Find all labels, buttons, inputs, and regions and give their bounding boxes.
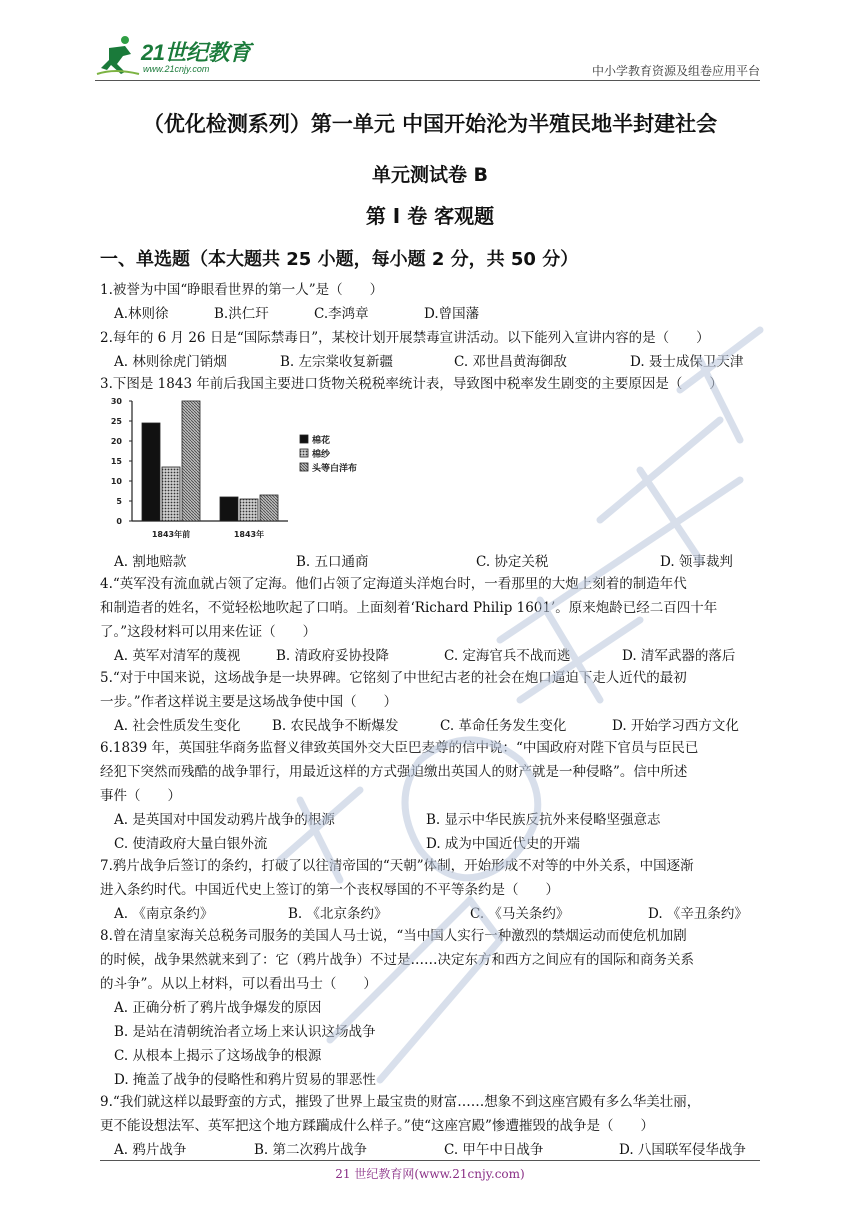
option-a[interactable]: A.林则徐 bbox=[114, 306, 169, 322]
question-8-option-a-row bbox=[114, 996, 764, 1020]
option-a[interactable]: A. 割地赔款 bbox=[114, 554, 187, 570]
option-c[interactable]: C. 邓世昌黄海御敌 bbox=[454, 354, 567, 370]
question-6-line-2: 经犯下突然而残酷的战争罪行，用最近这样的方式强迫缴出英国人的财产就是一种侵略”。信中所述 bbox=[100, 764, 688, 780]
question-3-options bbox=[114, 550, 764, 574]
chart-y-tick-label: 20 bbox=[110, 437, 122, 446]
question-9-line-2: 更不能设想法军、英军把这个地方蹂躏成什么样子。”使“这座宫殿”惨遭摧毁的战争是（ ） bbox=[100, 1118, 654, 1134]
option-a[interactable]: A. 英军对清军的蔑视 bbox=[114, 648, 241, 664]
option-c[interactable]: C. 使清政府大量白银外流 bbox=[114, 836, 268, 852]
option-b[interactable]: B.洪仁玕 bbox=[214, 306, 269, 322]
question-7-options bbox=[114, 902, 764, 926]
question-3-stem: 3.下图是 1843 年前后我国主要进口货物关税税率统计表，导致图中税率发生剧变的主要原因是（ ） bbox=[100, 376, 723, 392]
chart-bar bbox=[142, 423, 160, 521]
chart-bar bbox=[182, 401, 200, 521]
question-8-option-b-row bbox=[114, 1020, 764, 1044]
option-c[interactable]: C. 《马关条约》 bbox=[470, 906, 570, 922]
chart-y-tick-label: 25 bbox=[110, 417, 122, 426]
question-4-line-1: 4.“英军没有流血就占领了定海。他们占领了定海道头洋炮台时，一看那里的大炮上刻着的制造年代 bbox=[100, 576, 687, 592]
option-c[interactable]: C. 定海官兵不战而逃 bbox=[444, 648, 571, 664]
logo-text: 21世纪教育 bbox=[141, 40, 251, 65]
site-logo[interactable] bbox=[95, 34, 265, 78]
legend-swatch bbox=[300, 435, 308, 443]
chart-svg bbox=[104, 393, 399, 545]
page-footer[interactable]: 21 世纪教育网(www.21cnjy.com) bbox=[335, 1167, 525, 1181]
question-9-options bbox=[114, 1138, 764, 1162]
page-header bbox=[95, 34, 760, 82]
option-d[interactable]: D. 清军武器的落后 bbox=[622, 648, 736, 664]
option-b[interactable]: B. 五口通商 bbox=[296, 554, 369, 570]
option-d[interactable]: D. 聂士成保卫天津 bbox=[630, 354, 744, 370]
chart-y-tick-label: 15 bbox=[110, 457, 122, 466]
logo-url: www.21cnjy.com bbox=[143, 64, 210, 74]
question-5-line-1: 5.“对于中国来说，这场战争是一块界碑。它铭刻了中世纪古老的社会在炮口逼迫下走人近代的最初 bbox=[100, 670, 687, 686]
question-8-option-d-row bbox=[114, 1068, 764, 1092]
option-d[interactable]: D. 成为中国近代史的开端 bbox=[426, 836, 580, 852]
option-c[interactable]: C. 革命任务发生变化 bbox=[440, 718, 567, 734]
option-c[interactable]: C. 协定关税 bbox=[476, 554, 549, 570]
option-a[interactable]: A. 《南京条约》 bbox=[114, 906, 214, 922]
question-8-line-1: 8.曾在清皇家海关总税务司服务的美国人马士说，“当中国人实行一种激烈的禁烟运动而使危机加剧 bbox=[100, 928, 687, 944]
legend-swatch bbox=[300, 463, 308, 471]
option-d[interactable]: D. 开始学习西方文化 bbox=[612, 718, 739, 734]
header-divider bbox=[95, 80, 760, 81]
option-b[interactable]: B. 是站在清朝统治者立场上来认识这场战争 bbox=[114, 1024, 376, 1040]
tariff-bar-chart bbox=[104, 393, 399, 545]
chart-bar bbox=[240, 499, 258, 521]
section-heading: 一、单选题（本大题共 25 小题，每小题 2 分，共 50 分） bbox=[100, 249, 579, 270]
chart-y-tick-label: 5 bbox=[116, 497, 122, 506]
option-a[interactable]: A. 是英国对中国发动鸦片战争的根源 bbox=[114, 812, 335, 828]
question-6-options-row-2 bbox=[114, 832, 764, 856]
question-2-stem: 2.每年的 6 月 26 日是“国际禁毒日”，某校计划开展禁毒宣讲活动。以下能列入宣讲内容的是（ ） bbox=[100, 330, 710, 346]
option-d[interactable]: D. 领事裁判 bbox=[660, 554, 733, 570]
question-5-options bbox=[114, 714, 764, 738]
chart-x-tick-label: 1843年 bbox=[233, 530, 265, 539]
option-a[interactable]: A. 林则徐虎门销烟 bbox=[114, 354, 227, 370]
question-4-line-3: 了。”这段材料可以用来佐证（ ） bbox=[100, 624, 317, 640]
chart-bar bbox=[220, 497, 238, 521]
part-title: 第 I 卷 客观题 bbox=[365, 204, 495, 228]
option-d[interactable]: D.曾国藩 bbox=[424, 306, 480, 322]
chart-x-tick-label: 1843年前 bbox=[151, 530, 191, 539]
question-2-options bbox=[114, 350, 764, 374]
exam-title: （优化检测系列）第一单元 中国开始沦为半殖民地半封建社会 bbox=[142, 112, 718, 136]
option-b[interactable]: B. 《北京条约》 bbox=[288, 906, 388, 922]
option-c[interactable]: C.李鸿章 bbox=[314, 306, 369, 322]
question-8-line-3: 的斗争”。从以上材料，可以看出马士（ ） bbox=[100, 976, 377, 992]
legend-label: 棉花 bbox=[312, 436, 331, 446]
option-c[interactable]: C. 甲午中日战争 bbox=[444, 1142, 544, 1158]
option-a[interactable]: A. 鸦片战争 bbox=[114, 1142, 187, 1158]
option-d[interactable]: D. 掩盖了战争的侵略性和鸦片贸易的罪恶性 bbox=[114, 1072, 376, 1088]
question-5-line-2: 一步。”作者这样说主要是这场战争使中国（ ） bbox=[100, 694, 398, 710]
chart-y-tick-label: 0 bbox=[116, 517, 122, 526]
chart-bar bbox=[162, 467, 180, 521]
question-7-line-1: 7.鸦片战争后签订的条约，打破了以往清帝国的“天朝”体制，开始形成不对等的中外关系，中国逐渐 bbox=[100, 858, 694, 874]
question-8-line-2: 的时候，战争果然就来到了：它（鸦片战争）不过是……决定东方和西方之间应有的国际和商务关系 bbox=[100, 952, 694, 968]
option-b[interactable]: B. 左宗棠收复新疆 bbox=[280, 354, 394, 370]
question-7-line-2: 进入条约时代。中国近代史上签订的第一个丧权辱国的不平等条约是（ ） bbox=[100, 882, 559, 898]
question-6-line-3: 事件（ ） bbox=[100, 788, 181, 804]
legend-label: 棉纱 bbox=[312, 450, 331, 460]
question-8-option-c-row bbox=[114, 1044, 764, 1068]
question-4-line-2: 和制造者的姓名，不觉轻松地吹起了口哨。上面刻着‘Richard Philip 1601’。原来炮龄已经二百四十年 bbox=[100, 600, 718, 616]
chart-bar bbox=[260, 495, 278, 521]
option-d[interactable]: D. 八国联军侵华战争 bbox=[619, 1142, 746, 1158]
option-b[interactable]: B. 第二次鸦片战争 bbox=[254, 1142, 368, 1158]
question-6-line-1: 6.1839 年，英国驻华商务监督义律致英国外交大臣巴麦尊的信中说：“中国政府对陛下官员与臣民已 bbox=[100, 740, 699, 756]
exam-subtitle: 单元测试卷 B bbox=[371, 164, 489, 186]
question-9-line-1: 9.“我们就这样以最野蛮的方式，摧毁了世界上最宝贵的财富……想象不到这座宫殿有多么华美壮丽， bbox=[100, 1094, 701, 1110]
option-a[interactable]: A. 正确分析了鸦片战争爆发的原因 bbox=[114, 1000, 322, 1016]
question-6-options-row-1 bbox=[114, 808, 764, 832]
header-platform-text: 中小学教育资源及组卷应用平台 bbox=[591, 64, 760, 78]
chart-y-tick-label: 30 bbox=[110, 397, 122, 406]
option-b[interactable]: B. 显示中华民族反抗外来侵略坚强意志 bbox=[426, 812, 661, 828]
option-b[interactable]: B. 农民战争不断爆发 bbox=[272, 718, 399, 734]
chart-y-tick-label: 10 bbox=[110, 477, 122, 486]
legend-swatch bbox=[300, 449, 308, 457]
option-b[interactable]: B. 清政府妥协投降 bbox=[276, 648, 390, 664]
question-1-stem: 1.被誉为中国“睁眼看世界的第一人”是（ ） bbox=[100, 282, 384, 298]
runner-logo-icon bbox=[95, 34, 141, 78]
option-d[interactable]: D. 《辛丑条约》 bbox=[648, 906, 748, 922]
question-1-options bbox=[114, 302, 764, 326]
option-c[interactable]: C. 从根本上揭示了这场战争的根源 bbox=[114, 1048, 322, 1064]
question-4-options bbox=[114, 644, 764, 668]
option-a[interactable]: A. 社会性质发生变化 bbox=[114, 718, 241, 734]
footer-divider bbox=[100, 1160, 760, 1161]
legend-label: 头等白洋布 bbox=[312, 464, 358, 474]
